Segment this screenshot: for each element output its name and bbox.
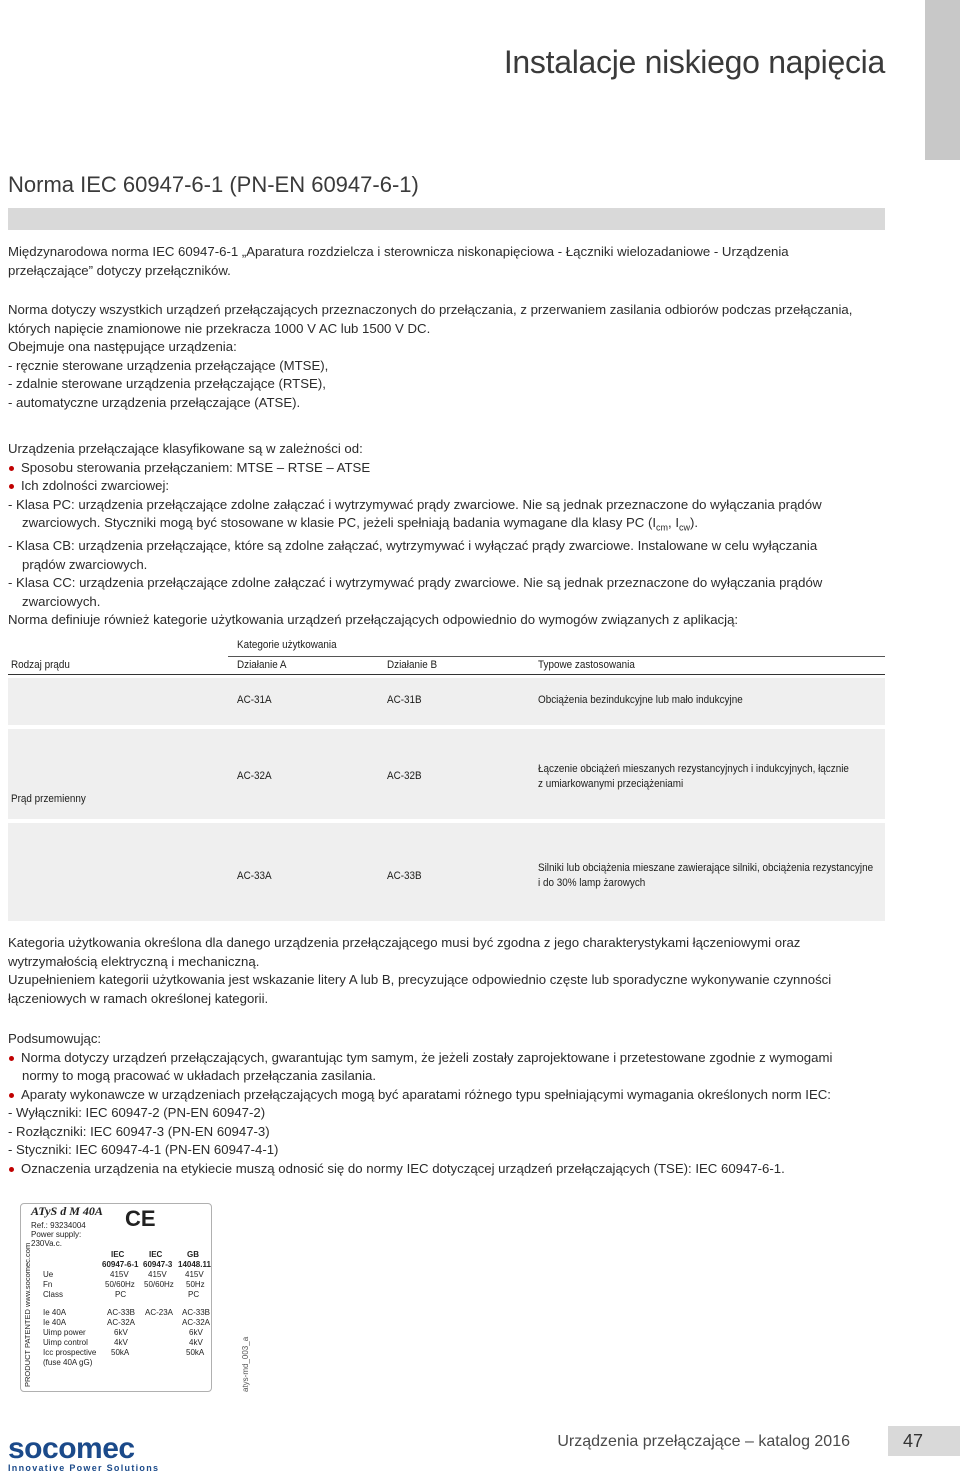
- section-title: Norma IEC 60947-6-1 (PN-EN 60947-6-1): [8, 172, 419, 197]
- class-cc-line: - Klasa CC: urządzenia przełączające zdolne załączać i wytrzymywać prądy zwarciowe. Nie są jednak przeznaczone do wyłączania prądów: [8, 575, 823, 591]
- label-row: (fuse 40A gG): [43, 1358, 93, 1367]
- label-value: 415V: [148, 1270, 167, 1279]
- utilization-categories-table: [8, 634, 885, 924]
- summary-bullet-cont: normy to mogą pracować w układach przełączania zasilania.: [22, 1068, 377, 1083]
- after-table-paragraph: [8, 934, 888, 1008]
- intro-line: przełączające” dotyczy przełączników.: [8, 262, 231, 278]
- label-row: Ie 40A: [43, 1318, 67, 1327]
- label-product: ATyS d M 40A: [31, 1204, 103, 1218]
- summary-section: [8, 1030, 888, 1178]
- table-cell-use: Obciążenia bezindukcyjne lub mało indukcyjne: [538, 694, 743, 706]
- after-table-line: łączeniowych w ramach określonej kategorii.: [8, 990, 269, 1006]
- device-label-image: [20, 1203, 212, 1392]
- label-value: AC-33B: [182, 1308, 211, 1317]
- table-cell-use-cont: z umiarkowanymi przeciążeniami: [538, 778, 684, 790]
- classification-intro: Urządzenia przełączające klasyfikowane są w zależności od:: [8, 441, 363, 456]
- label-value: AC-33B: [107, 1308, 136, 1317]
- class-pc-end: ).: [690, 515, 699, 530]
- label-value: 50/60Hz: [105, 1280, 135, 1289]
- label-value: AC-32A: [182, 1318, 211, 1327]
- brand-name: socomec: [8, 1432, 135, 1465]
- label-row-ue: Ue: [43, 1270, 54, 1279]
- label-power: Power supply:: [31, 1230, 82, 1239]
- page-number-box: [888, 1426, 960, 1456]
- summary-bullet: Norma dotyczy urządzeń przełączających, gwarantując tym samym, że jeżeli zostały zaprojektowane i przetestowane zgodnie z wymogami: [8, 1049, 888, 1068]
- label-row-class: Class: [43, 1290, 64, 1299]
- class-pc-line: [8, 514, 888, 537]
- brand-tagline: Innovative Power Solutions: [8, 1463, 160, 1473]
- label-row: Uimp control: [43, 1338, 88, 1347]
- label-ref: Ref.: 93234004: [31, 1221, 86, 1230]
- scope-line: Norma dotyczy wszystkich urządzeń przełączających przeznaczonych do przełączania, z przerwaniem zasilania odbiorów podczas przełączania,: [8, 302, 853, 317]
- subscript-cw: cw: [679, 522, 691, 533]
- table-header-b: Działanie B: [387, 659, 438, 671]
- summary-bullet: Oznaczenia urządzenia na etykiecie muszą odnosić się do normy IEC dotyczącej urządzeń przełączających (TSE): IEC 60947-6-1.: [8, 1160, 888, 1179]
- summary-title: Podsumowując:: [8, 1031, 102, 1046]
- label-row-fn: Fn: [43, 1280, 53, 1289]
- table-cell-b: AC-33B: [387, 870, 422, 882]
- label-value: 50Hz: [186, 1280, 205, 1289]
- summary-item: - Rozłączniki: IEC 60947-3 (PN-EN 60947-3): [8, 1123, 270, 1139]
- label-col3-head2: 14048.11: [178, 1260, 211, 1269]
- page-number: 47: [903, 1431, 924, 1451]
- label-value: 50kA: [111, 1348, 130, 1357]
- scope-line: - automatyczne urządzenia przełączające (ATSE).: [8, 394, 301, 410]
- label-value: 415V: [110, 1270, 129, 1279]
- label-vertical-text: PRODUCT PATENTED www.socomec.com: [23, 1242, 32, 1387]
- table-cell-use-cont: i do 30% lamp żarowych: [538, 877, 646, 889]
- class-cb-line: - Klasa CB: urządzenia przełączające, które są zdolne załączać, wytrzymywać i wyłączać prądy zwarciowe. Instalowane w celu wyłączania: [8, 538, 818, 554]
- class-cb-line: prądów zwarciowych.: [22, 556, 148, 572]
- side-tab-marker: [925, 0, 960, 160]
- label-value: 6kV: [189, 1328, 203, 1337]
- label-value: 50/60Hz: [144, 1280, 174, 1289]
- class-pc-text: zwarciowych. Styczniki mogą być stosowane w klasie PC, jeżeli spełniają badania wymagane dla klasy PC (I: [22, 515, 657, 530]
- class-cc-line: zwarciowych.: [22, 593, 101, 609]
- table-cell-use: Silniki lub obciążenia mieszane zawierające silniki, obciążenia rezystancyjne: [538, 862, 874, 874]
- label-row: Uimp power: [43, 1328, 86, 1337]
- summary-bullet: Aparaty wykonawcze w urządzeniach przełączających mogą być aparatami różnego typu spełniającymi wymagania określonych norm IEC:: [8, 1086, 888, 1105]
- scope-line: - ręcznie sterowane urządzenia przełączające (MTSE),: [8, 357, 329, 373]
- label-value: PC: [188, 1290, 200, 1299]
- label-value: 50kA: [186, 1348, 205, 1357]
- categories-intro: Norma definiuje również kategorie użytkowania urządzeń przełączających odpowiednio do wymogów związanych z aplikacją:: [8, 612, 739, 628]
- scope-paragraph: [8, 301, 888, 412]
- label-col2-head: IEC: [149, 1250, 163, 1259]
- label-voltage: 230Va.c.: [31, 1239, 62, 1248]
- ce-mark-icon: CE: [125, 1206, 156, 1231]
- table-cell-b: AC-31B: [387, 694, 422, 706]
- bullet-control-method: Sposobu sterowania przełączaniem: MTSE – RTSE – ATSE: [8, 459, 888, 478]
- table-group-header: Kategorie użytkowania: [237, 639, 337, 651]
- label-value: 4kV: [189, 1338, 203, 1347]
- table-current-type: Prąd przemienny: [11, 793, 86, 805]
- after-table-line: wytrzymałością elektryczną i mechaniczną.: [8, 953, 260, 969]
- scope-line: których napięcie znamionowe nie przekracza 1000 V AC lub 1500 V DC.: [8, 320, 431, 336]
- label-value: 4kV: [114, 1338, 128, 1347]
- scope-line: - zdalnie sterowane urządzenia przełączające (RTSE),: [8, 376, 326, 391]
- table-cell-use: Łączenie obciążeń mieszanych rezystancyjnych i indukcyjnych, łącznie: [538, 763, 849, 775]
- title-divider-bar: [8, 208, 885, 230]
- scope-line: Obejmuje ona następujące urządzenia:: [8, 339, 237, 354]
- table-cell-b: AC-32B: [387, 770, 422, 782]
- label-col1-head: IEC: [111, 1250, 125, 1259]
- label-value: 6kV: [114, 1328, 128, 1337]
- label-value: AC-32A: [107, 1318, 136, 1327]
- page-header-title: Instalacje niskiego napięcia: [503, 44, 885, 80]
- footer-title: Urządzenia przełączające – katalog 2016: [557, 1433, 850, 1450]
- classification-section: [8, 440, 888, 630]
- class-pc-line: - Klasa PC: urządzenia przełączające zdolne załączać i wytrzymywać prądy zwarciowe. Nie są jednak przeznaczone do wyłączania prądów: [8, 496, 822, 512]
- class-pc-sep: , I: [668, 515, 680, 530]
- label-col3-head: GB: [187, 1250, 199, 1259]
- socomec-logo: [8, 1432, 159, 1473]
- table-header-current: Rodzaj prądu: [11, 659, 70, 671]
- summary-item: - Styczniki: IEC 60947-4-1 (PN-EN 60947-4-1): [8, 1142, 279, 1157]
- after-table-line: Uzupełnieniem kategorii użytkowania jest wskazanie litery A lub B, precyzujące odpowiednio częste lub sporadyczne wykonywanie czynności: [8, 972, 832, 987]
- table-row: [8, 678, 885, 725]
- table-header-use: Typowe zastosowania: [538, 659, 635, 671]
- intro-line: Międzynarodowa norma IEC 60947-6-1 „Aparatura rozdzielcza i sterownicza niskonapięciowa - Łączniki wielozadaniowe - Urządzenia: [8, 244, 789, 259]
- label-value: AC-23A: [145, 1308, 174, 1317]
- table-cell-a: AC-33A: [237, 870, 272, 882]
- label-col1-head2: 60947-6-1: [102, 1260, 139, 1269]
- subscript-cm: cm: [656, 522, 669, 533]
- table-cell-a: AC-31A: [237, 694, 272, 706]
- label-row: Icc prospective: [43, 1348, 97, 1357]
- image-code: atys-md_003_a: [241, 1336, 250, 1392]
- table-header-a: Działanie A: [237, 659, 287, 671]
- table-cell-a: AC-32A: [237, 770, 272, 782]
- after-table-line: Kategoria użytkowania określona dla danego urządzenia przełączającego musi być zgodna z jego charakterystykami łączeniowymi oraz: [8, 935, 801, 950]
- bullet-short-circuit: Ich zdolności zwarciowej:: [8, 477, 888, 496]
- label-col2-head2: 60947-3: [143, 1260, 173, 1269]
- label-value: PC: [115, 1290, 127, 1299]
- intro-paragraph: [8, 243, 888, 280]
- label-value: 415V: [185, 1270, 204, 1279]
- label-row: Ie 40A: [43, 1308, 67, 1317]
- table-group-rule: [228, 656, 885, 657]
- summary-item: - Wyłączniki: IEC 60947-2 (PN-EN 60947-2): [8, 1105, 266, 1120]
- table-header-rule: [8, 674, 885, 675]
